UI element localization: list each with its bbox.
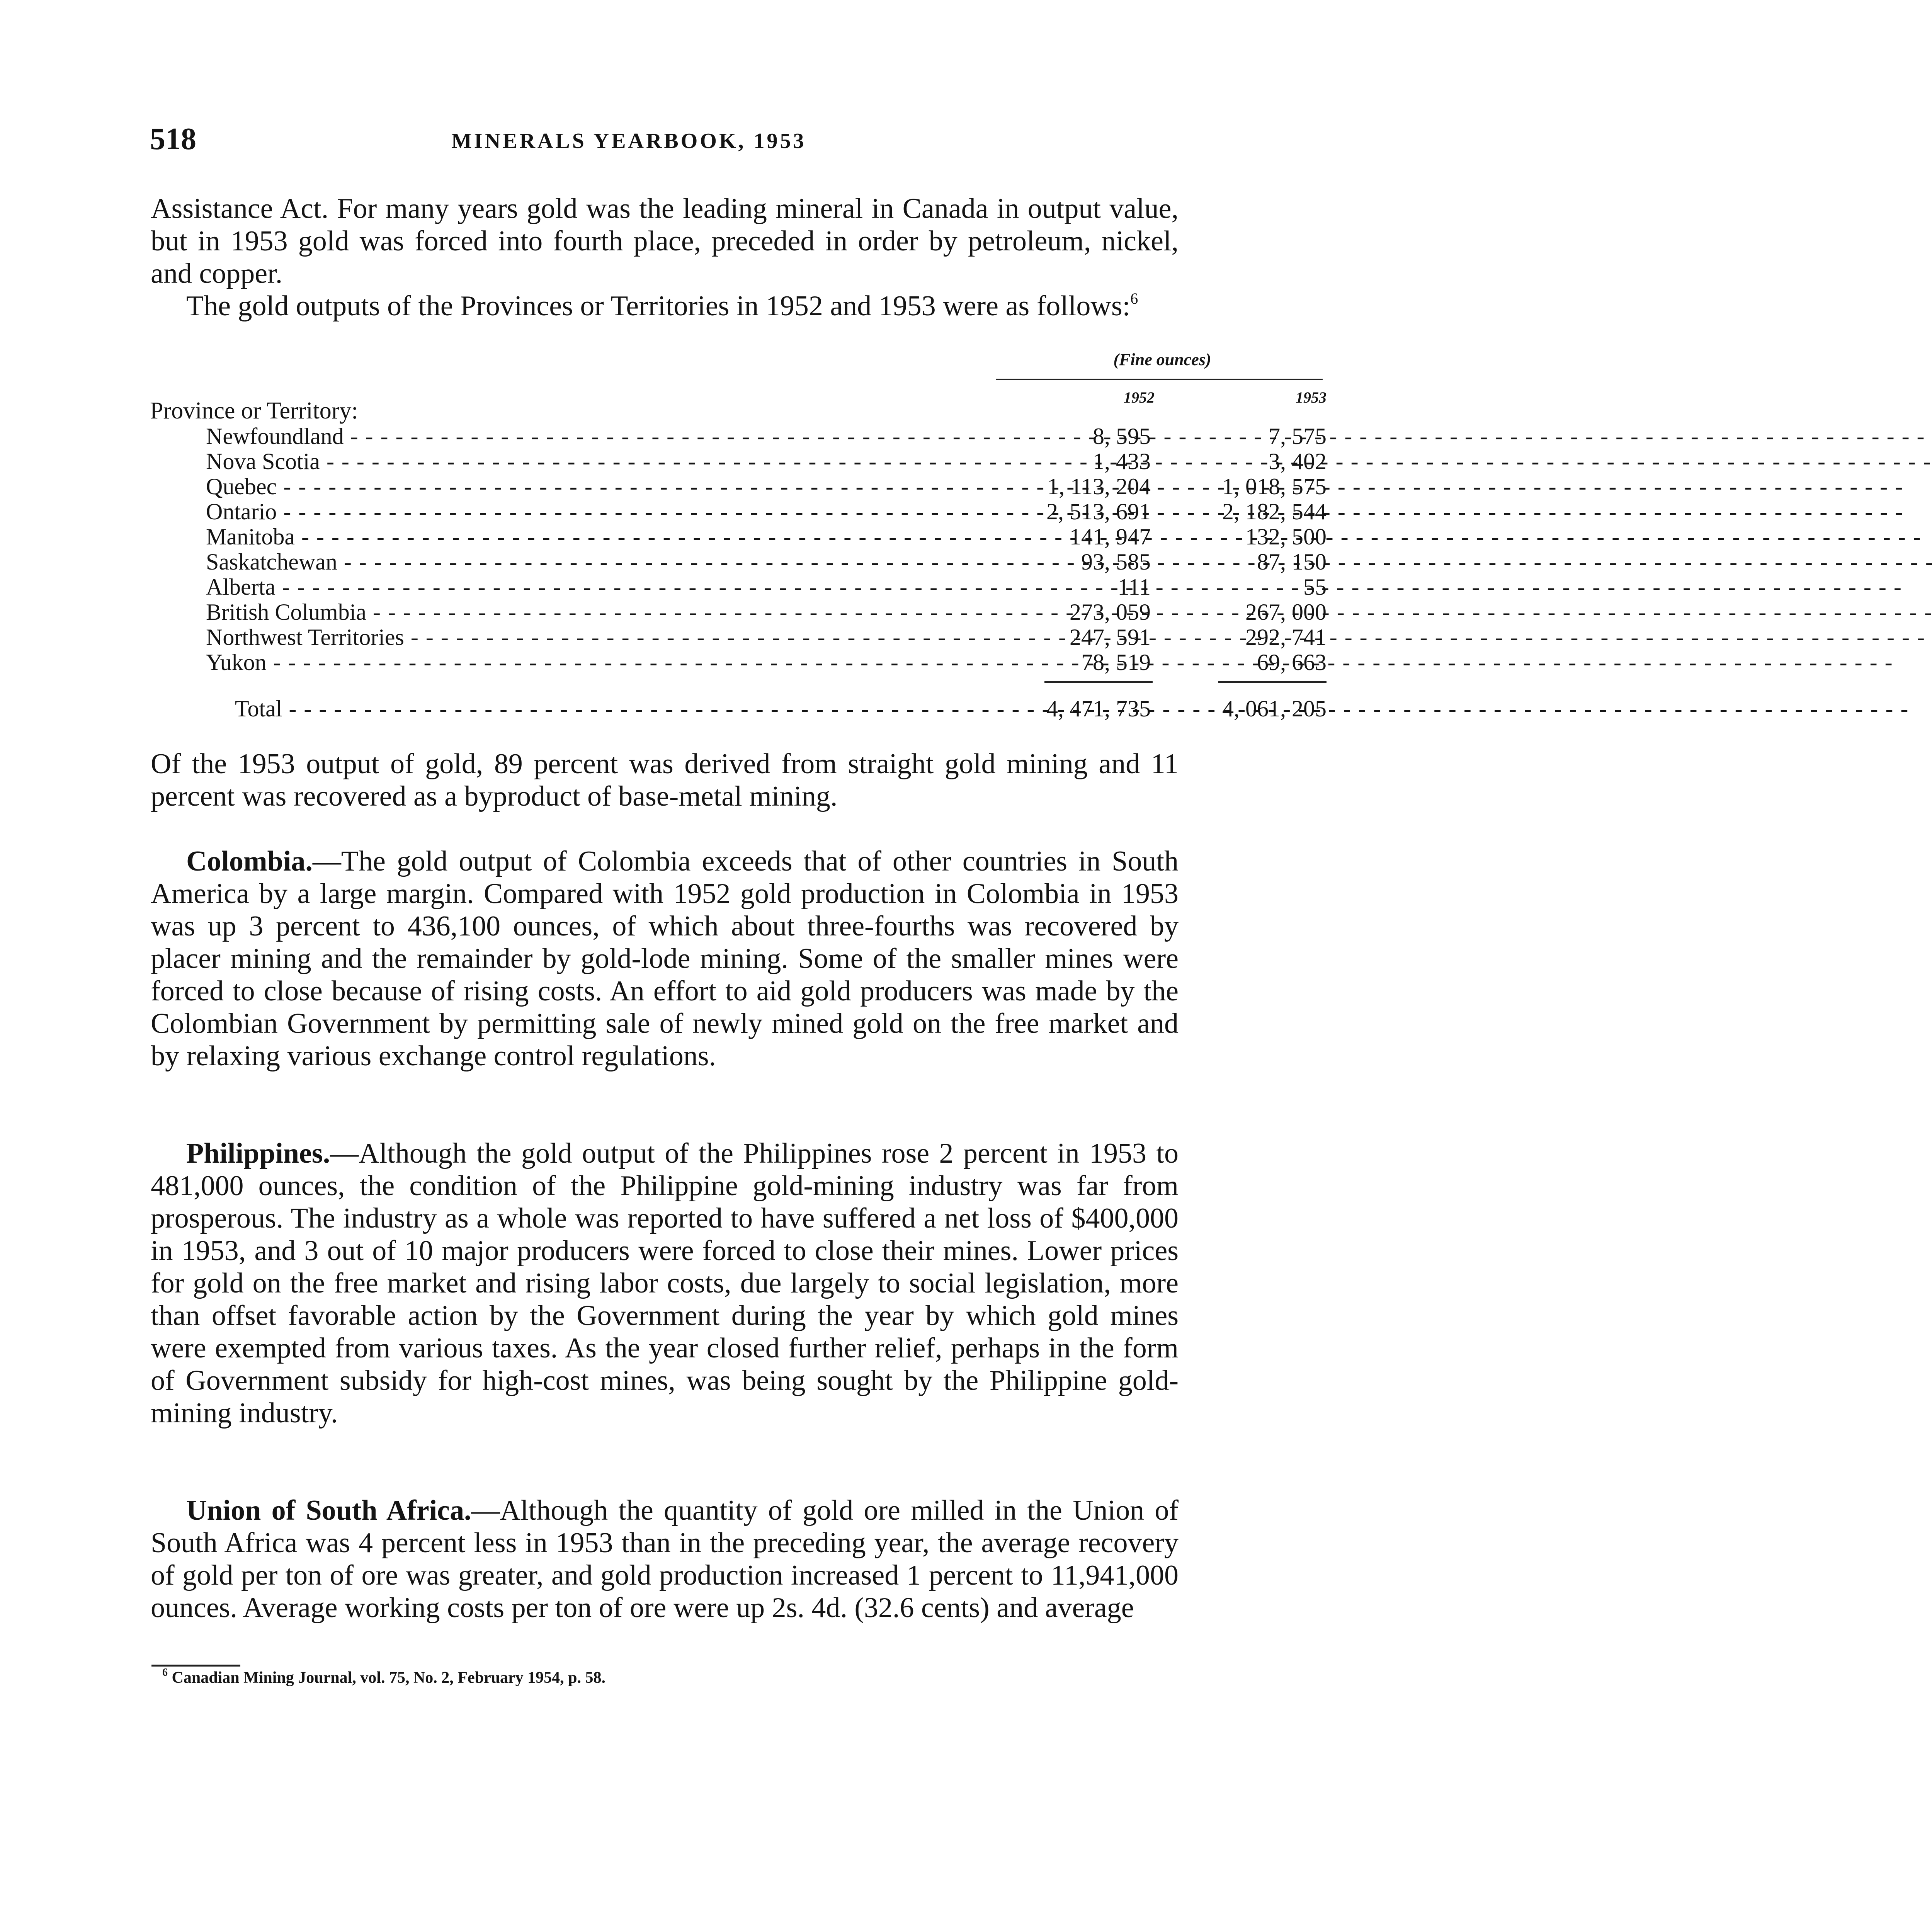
row-value-1952: 78, 519	[1081, 650, 1151, 675]
running-head: MINERALS YEARBOOK, 1953	[451, 129, 806, 153]
row-label: Northwest Territories - - -	[206, 624, 990, 651]
table-row	[150, 599, 1328, 624]
row-value-1952: 93, 585	[1081, 549, 1151, 575]
row-value-1952: 1, 113, 204	[1047, 474, 1151, 499]
row-label: Saskatchewan - - -	[206, 549, 990, 575]
south-africa-heading: Union of South Africa.	[186, 1495, 471, 1526]
table-row	[150, 498, 1328, 524]
row-value-1953: 1, 018, 575	[1222, 474, 1327, 499]
total-rule-1952	[1044, 681, 1153, 683]
total-rule-1953	[1218, 681, 1327, 683]
row-value-1952: 273, 059	[1070, 599, 1151, 625]
row-label: Ontario - - -	[206, 498, 990, 525]
south-africa-text: —Although the quantity of gold ore milled in the Union of South Africa was 4 percent less in 1953 than in the preceding year, the average recovery of gold per ton of ore was greater, and gold production increased 1 percent to 11,941,000 ounces. Average working costs per ton of ore were up 2s. 4d. (32.6 cents) and average	[151, 1495, 1179, 1624]
paragraph-table-intro-text: The gold outputs of the Provinces or Territories in 1952 and 1953 were as follows:	[186, 290, 1131, 322]
table-row	[150, 549, 1328, 574]
paragraph-philippines	[151, 1137, 1179, 1429]
paragraph-intro: Assistance Act. For many years gold was the leading mineral in Canada in output value, but in 1953 gold was forced into fourth place, preceded in order by petroleum, nickel, and copper.	[151, 193, 1179, 289]
row-label: Nova Scotia - - -	[206, 448, 990, 475]
paragraph-south-africa	[151, 1494, 1179, 1624]
row-value-1953: 7, 575	[1269, 423, 1327, 449]
table-header-rule	[996, 379, 1323, 380]
row-value-1952: 1, 433	[1093, 449, 1151, 474]
row-value-1952: 2, 513, 691	[1046, 499, 1151, 524]
row-label: Manitoba - - -	[206, 524, 990, 550]
column-header-1952: 1952	[1124, 389, 1155, 406]
row-value-1952: 141, 947	[1070, 524, 1151, 549]
row-label: British Columbia - - -	[206, 599, 990, 626]
row-label: Newfoundland - - -	[206, 423, 990, 450]
table-row	[150, 473, 1328, 499]
total-value-1953: 4, 061, 205	[1222, 696, 1327, 721]
footnote-reference: 6	[1130, 290, 1138, 307]
footnote-text: Canadian Mining Journal, vol. 75, No. 2, February 1954, p. 58.	[172, 1669, 605, 1687]
table-unit-label: (Fine ounces)	[1113, 350, 1211, 369]
row-value-1953: 292, 741	[1245, 624, 1327, 650]
footnote-marker: 6	[162, 1667, 168, 1679]
row-value-1953: 69, 663	[1257, 650, 1327, 675]
paragraph-colombia	[151, 845, 1179, 1072]
row-label: Yukon - - -	[206, 649, 990, 676]
philippines-heading: Philippines.	[186, 1138, 330, 1169]
row-value-1952: 247, 591	[1070, 624, 1151, 650]
table-stub-head: Province or Territory:	[150, 398, 358, 424]
total-label: Total - - -	[235, 696, 990, 722]
table-row	[150, 423, 1328, 449]
table-total-row	[150, 696, 1328, 721]
paragraph-table-intro	[151, 290, 1179, 322]
table-row	[150, 624, 1328, 650]
table-row	[150, 524, 1328, 549]
gold-output-table	[150, 350, 1327, 724]
row-value-1953: 132, 500	[1245, 524, 1327, 549]
row-value-1952: 111	[1117, 574, 1151, 600]
row-value-1953: 267, 000	[1245, 599, 1327, 625]
philippines-text: —Although the gold output of the Philippines rose 2 percent in 1953 to 481,000 ounces, the condition of the Philippine gold-mining industry was far from prosperous. The industry as a whole was reported to have suffered a net loss of $400,000 in 1953, and 3 out of 10 major producers were forced to close their mines. Lower prices for gold on the free market and rising labor costs, due largely to social legislation, more than offset favorable action by the Government during the year by which gold mines were exempted from various taxes. As the year closed further relief, perhaps in the form of Government subsidy for high-cost mines, was being sought by the Philippine gold-mining industry.	[151, 1138, 1179, 1429]
page-number: 518	[150, 122, 196, 156]
row-value-1953: 2, 182, 544	[1222, 499, 1327, 524]
row-value-1953: 3, 402	[1269, 449, 1327, 474]
colombia-heading: Colombia.	[186, 845, 313, 877]
table-row	[150, 448, 1328, 474]
page-header	[150, 122, 1178, 164]
table-row	[150, 574, 1328, 599]
row-label: Alberta - - -	[206, 574, 990, 600]
footnote	[162, 1668, 605, 1687]
total-value-1952: 4, 471, 735	[1046, 696, 1151, 721]
row-value-1952: 8, 595	[1093, 423, 1151, 449]
table-row	[150, 649, 1328, 675]
colombia-text: —The gold output of Colombia exceeds that of other countries in South America by a large margin. Compared with 1952 gold production in Colombia in 1953 was up 3 percent to 436,100 ounces, of which about three-fourths was recovered by placer mining and the remainder by gold-lode mining. Some of the smaller mines were forced to close because of rising costs. An effort to aid gold producers was made by the Colombian Government by permitting sale of newly mined gold on the free market and by relaxing various exchange control regulations.	[151, 845, 1179, 1072]
row-label: Quebec - - -	[206, 473, 990, 500]
paragraph-output-share: Of the 1953 output of gold, 89 percent was derived from straight gold mining and 11 percent was recovered as a byproduct of base-metal mining.	[151, 748, 1179, 812]
column-header-1953: 1953	[1296, 389, 1327, 406]
row-value-1953: 87, 150	[1257, 549, 1327, 575]
row-value-1953: 55	[1303, 574, 1327, 600]
